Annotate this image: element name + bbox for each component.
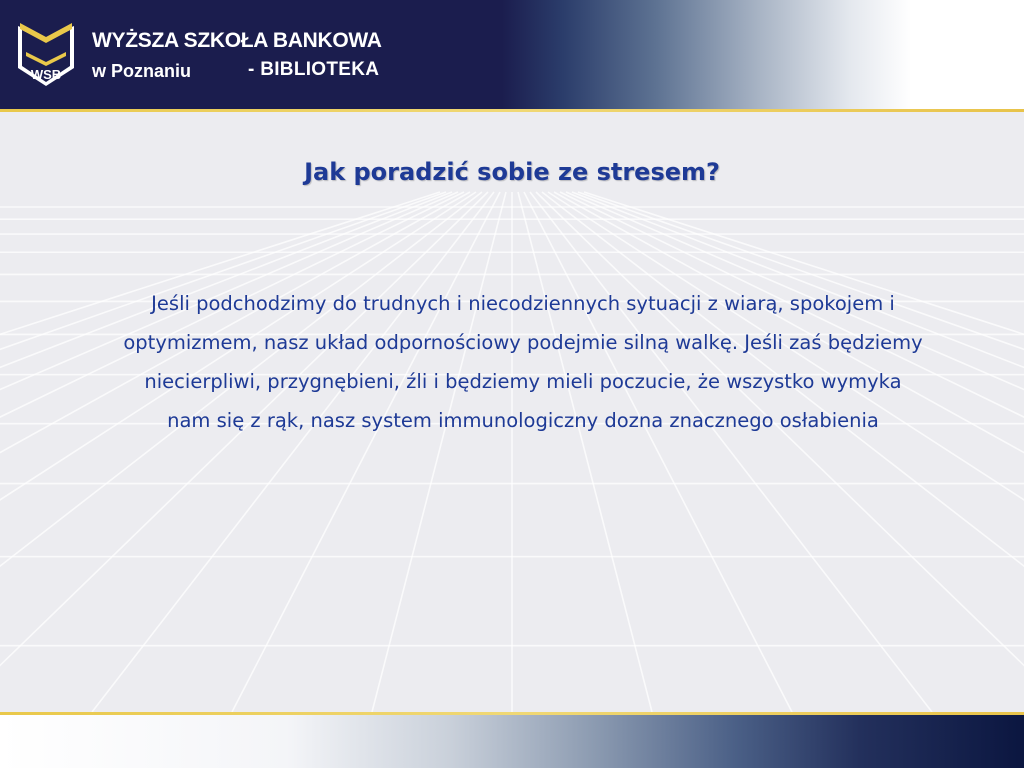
slide-body-text: Jeśli podchodzimy do trudnych i niecodziennych sytuacji z wiarą, spokojem i optymizmem, nasz układ odpornościowy podejmie silną walkę. Jeśli zaś będziemy niecierpliwi, przygnębieni, źli i będziemy mieli poczucie, że wszystko wymyka nam się z rąk, nasz system immunologiczny dozna znacznego osłabienia — [123, 292, 923, 432]
university-name: WYŻSZA SZKOŁA BANKOWA — [92, 29, 382, 52]
university-city: w Poznaniu — [92, 61, 191, 81]
wsb-logo-icon — [18, 20, 74, 88]
logo-text: WSB — [30, 67, 62, 82]
slide-title: Jak poradzić sobie ze stresem? — [304, 158, 720, 186]
slide-header — [0, 0, 1024, 109]
library-label: - BIBLIOTEKA — [248, 59, 380, 80]
slide-footer — [0, 715, 1024, 768]
